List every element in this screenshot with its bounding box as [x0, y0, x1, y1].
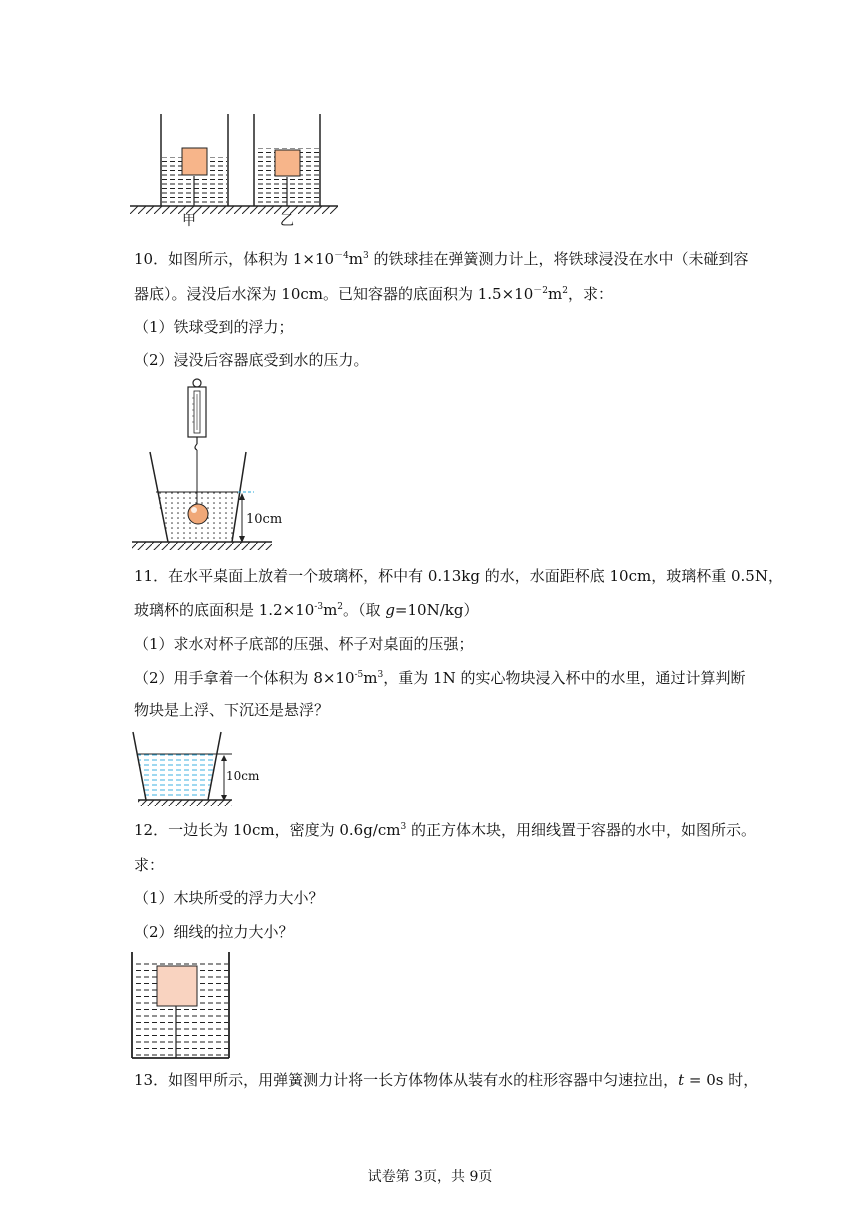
q10-part2: （2）浸没后容器底受到水的压力。: [134, 351, 369, 369]
q12-line1: 12．一边长为 10cm，密度为 $0.6g/cm^3$ 的正方体木块，用细线置于容器的水中，如图所示。: [134, 821, 756, 839]
q12-line2: 求：: [134, 856, 165, 874]
figure-label-jia: 甲: [182, 213, 196, 229]
q12-part1: （1）木块所受的浮力大小？: [134, 889, 324, 907]
q13-line1: 13．如图甲所示，用弹簧测力计将一长方体物体从装有水的柱形容器中匀速拉出，t = 0s 时，: [134, 1071, 759, 1089]
q10-part1: （1）铁球受到的浮力；: [134, 318, 294, 336]
page-footer: 试卷第 3页，共 9页: [367, 1169, 493, 1185]
figure-q9-containers: [130, 110, 340, 235]
figure-label-yi: 乙: [280, 213, 294, 229]
q11-figure-label: 10cm: [226, 769, 260, 783]
q11-line1: 11．在水平桌面上放着一个玻璃杯，杯中有 0.13kg 的水，水面距杯底 10cm，玻璃杯重 0.5N，: [134, 567, 783, 585]
q11-part2-line2: 物块是上浮、下沉还是悬浮？: [134, 701, 330, 719]
figure-q12-wood-block: [128, 948, 238, 1064]
q11-part2-line1: （2）用手拿着一个体积为 $8\times 10^{-5}m^3$，重为 1N 的实心物块浸入杯中的水里，通过计算判断: [134, 669, 746, 687]
q10-line2: 器底）。浸没后水深为 10cm。已知容器的底面积为 $1.5\times 10^{-2}m^2$，求：: [134, 285, 613, 303]
q11-line2: 玻璃杯的底面积是 $1.2\times 10^{-3}m^2$。（取 g=10N/kg）: [134, 601, 479, 619]
q11-part1: （1）求水对杯子底部的压强、杯子对桌面的压强；: [134, 635, 474, 653]
q10-figure-label: 10cm: [246, 512, 283, 527]
figure-q11-glass: [128, 728, 238, 808]
q12-part2: （2）细线的拉力大小？: [134, 923, 294, 941]
q10-line1: 10．如图所示，体积为 $1\times 10^{-4}m^3$ 的铁球挂在弹簧测力计上，将铁球浸没在水中（未碰到容: [134, 250, 749, 268]
